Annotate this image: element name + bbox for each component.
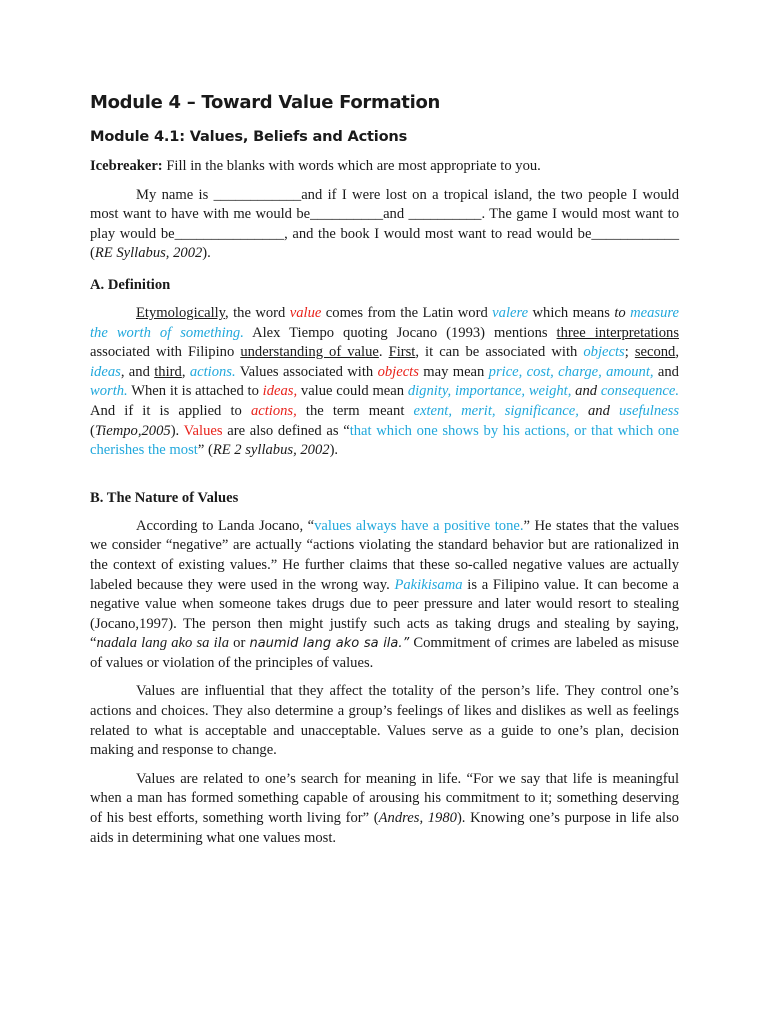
section-a-heading: A. Definition: [90, 276, 171, 293]
definition-paragraph: Etymologically, the word value comes from the Latin word valere which means to measure the worth of something. Alex Tiempo quoting Jocano (1993) mentions three interpretations associated with Filipino understanding of value. First, it can be associated with objects; second, ideas, and third, actions. Values associated with objects may mean price, cost, charge, amount, and worth. When it is attached to ideas, value could mean dignity, importance, weight, and consequence. And if it is applied to actions, the term meant extent, merit, significance, and usefulness (Tiempo,2005). Values are also defined as “that which one shows by his actions, or that which one cherishes the most” (RE 2 syllabus, 2002).: [90, 304, 680, 459]
section-b-heading: B. The Nature of Values: [90, 489, 239, 506]
icebreaker-label: Icebreaker:: [90, 158, 163, 174]
citation: RE Syllabus, 2002: [94, 245, 203, 262]
nature-paragraph-3: Values are related to one’s search for meaning in life. “For we say that life is meaningful when a man has formed something capable of arousing his commitment to it; something deserving of his best efforts, something worth living for” (Andres, 1980). Knowing one’s purpose in life also aids in determining what one values most.: [90, 770, 679, 846]
module-subtitle: Module 4.1: Values, Beliefs and Actions: [90, 128, 408, 145]
document-page: [90, 92, 679, 848]
icebreaker-instruction: Icebreaker: Fill in the blanks with words which are most appropriate to you.: [90, 158, 541, 174]
nature-paragraph-1: According to Landa Jocano, “values always have a positive tone.” He states that the values we consider “negative” are actually “actions violating the standard behavior but are rationalized in the context of existing values.” He further claims that these so-called negative values are actually labeled because they were used in the wrong way. Pakikisama is a Filipino value. It can become a negative value when someone takes drugs due to peer pressure and later would resort to stealing (Jocano,1997). The person then might justify such acts as taking drugs and stealing by saying, “nadala lang ako sa ila or naumid lang ako sa ila.” Commitment of crimes are labeled as misuse of values or violation of the principles of values.: [90, 517, 680, 671]
nature-paragraph-2: Values are influential that they affect the totality of the person’s life. They control one’s actions and choices. They also determine a group’s feelings of likes and dislikes as well as feelings related to what is acceptable and unacceptable. Values serve as a guide to one’s plan, decision making and response to change.: [90, 683, 679, 759]
module-title: Module 4 – Toward Value Formation: [90, 92, 441, 113]
icebreaker-prompt: My name is ____________and if I were lost on a tropical island, the two people I would most want to have with me would be__________and __________. The game I would most want to play would be_______________, and the book I would most want to read would be____________ (RE Syllabus, 2002).: [90, 186, 679, 262]
